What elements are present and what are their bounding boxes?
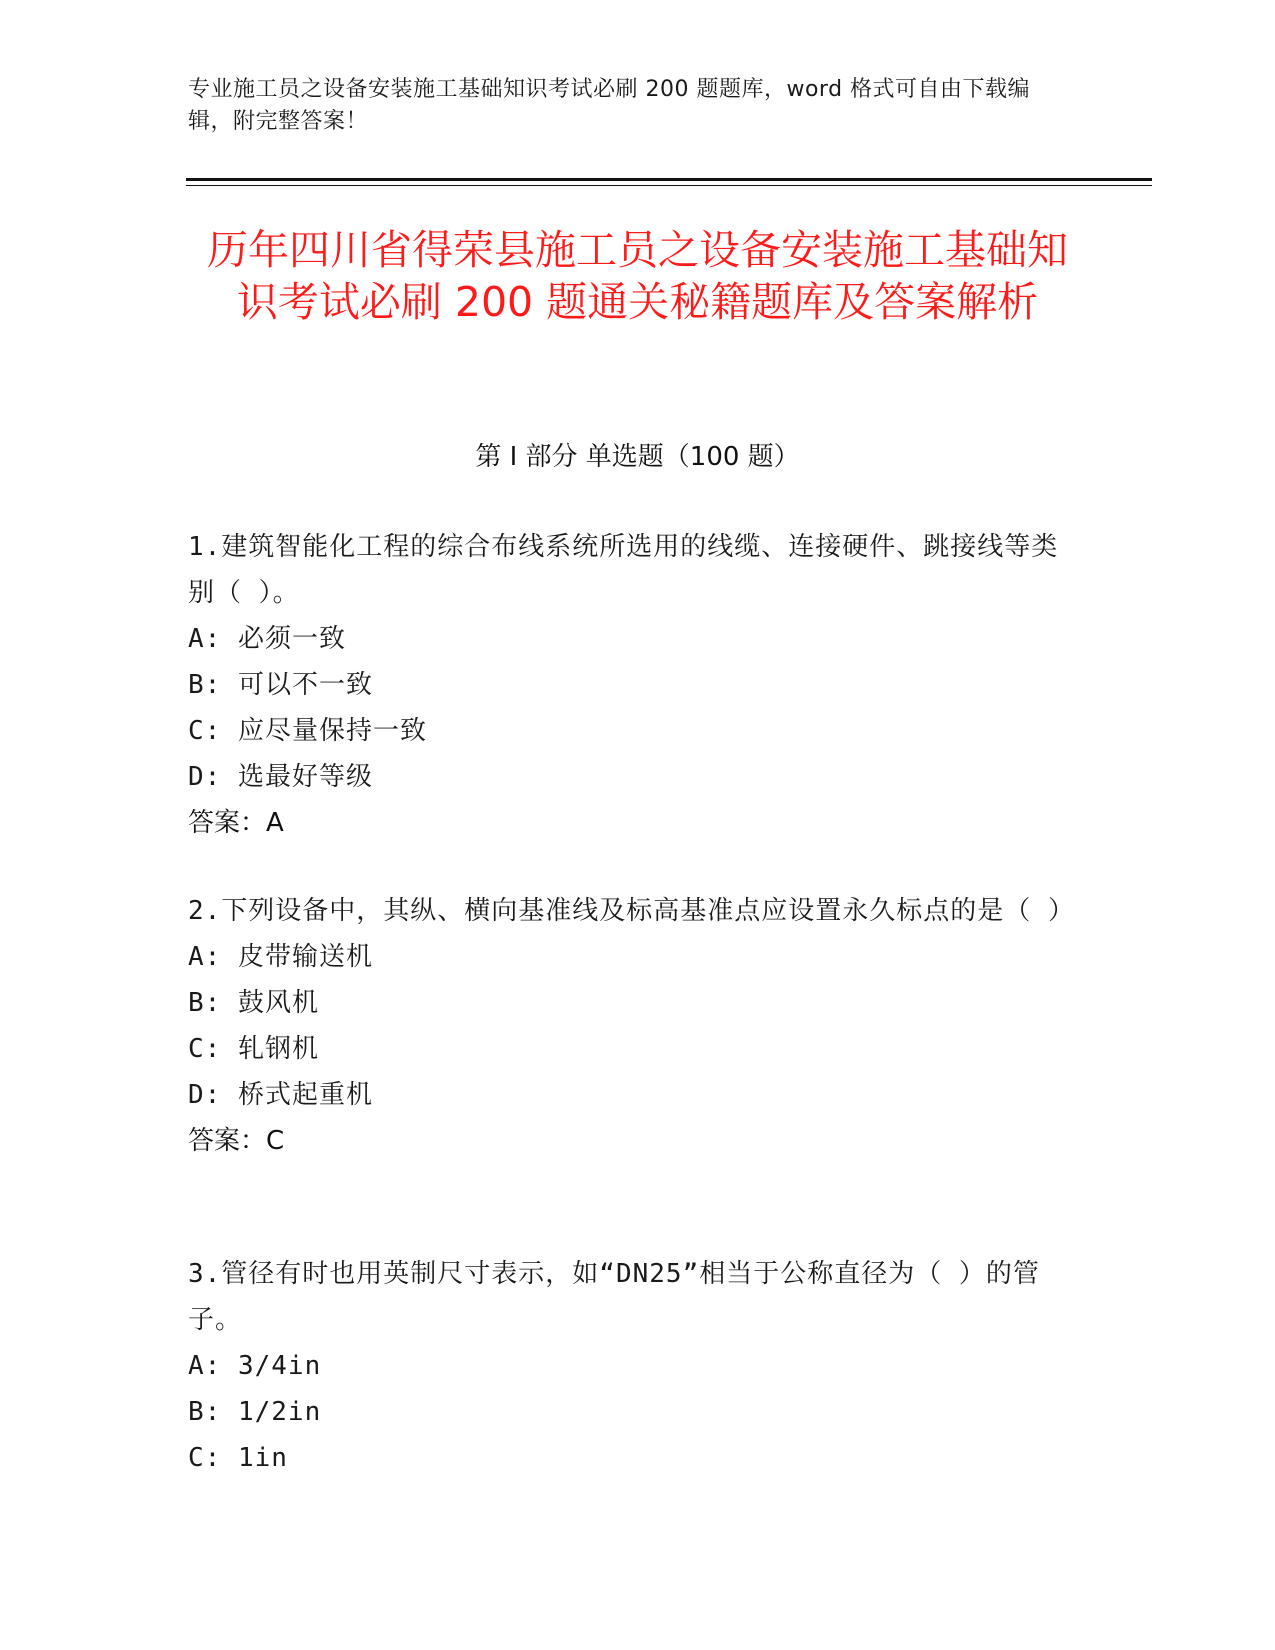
option-a: A: 必须一致 bbox=[188, 624, 346, 654]
option-c: C: 应尽量保持一致 bbox=[188, 716, 427, 746]
header-rule-thick bbox=[186, 178, 1152, 181]
question-stem: 3.管径有时也用英制尺寸表示，如“DN25”相当于公称直径为（ ）的管子。 bbox=[188, 1259, 1040, 1335]
option-b: B: 鼓风机 bbox=[188, 988, 319, 1018]
section-title: 第 I 部分 单选题（100 题） bbox=[475, 442, 800, 472]
document-title: 历年四川省得荣县施工员之设备安装施工基础知识考试必刷 200 题通关秘籍题库及答案解析 bbox=[207, 226, 1068, 326]
option-a: A: 皮带输送机 bbox=[188, 942, 373, 972]
question-3 bbox=[188, 1251, 1068, 1481]
header-rule-thin bbox=[186, 185, 1152, 186]
option-b: B: 1/2in bbox=[188, 1397, 322, 1427]
option-b: B: 可以不一致 bbox=[188, 670, 373, 700]
question-1 bbox=[188, 524, 1068, 846]
option-d: D: 选最好等级 bbox=[188, 762, 373, 792]
option-d: D: 桥式起重机 bbox=[188, 1080, 373, 1110]
header-note: 专业施工员之设备安装施工基础知识考试必刷 200 题题库，word 格式可自由下载编辑，附完整答案！ bbox=[188, 77, 1031, 134]
option-c: C: 1in bbox=[188, 1443, 288, 1473]
answer: 答案：A bbox=[188, 808, 284, 838]
question-stem: 2.下列设备中，其纵、横向基准线及标高基准点应设置永久标点的是（ ） bbox=[188, 896, 1075, 926]
question-stem: 1.建筑智能化工程的综合布线系统所选用的线缆、连接硬件、跳接线等类别（ ）。 bbox=[188, 532, 1059, 608]
answer: 答案：C bbox=[188, 1126, 285, 1156]
option-a: A: 3/4in bbox=[188, 1351, 322, 1381]
question-2 bbox=[188, 888, 1075, 1164]
option-c: C: 轧钢机 bbox=[188, 1034, 319, 1064]
